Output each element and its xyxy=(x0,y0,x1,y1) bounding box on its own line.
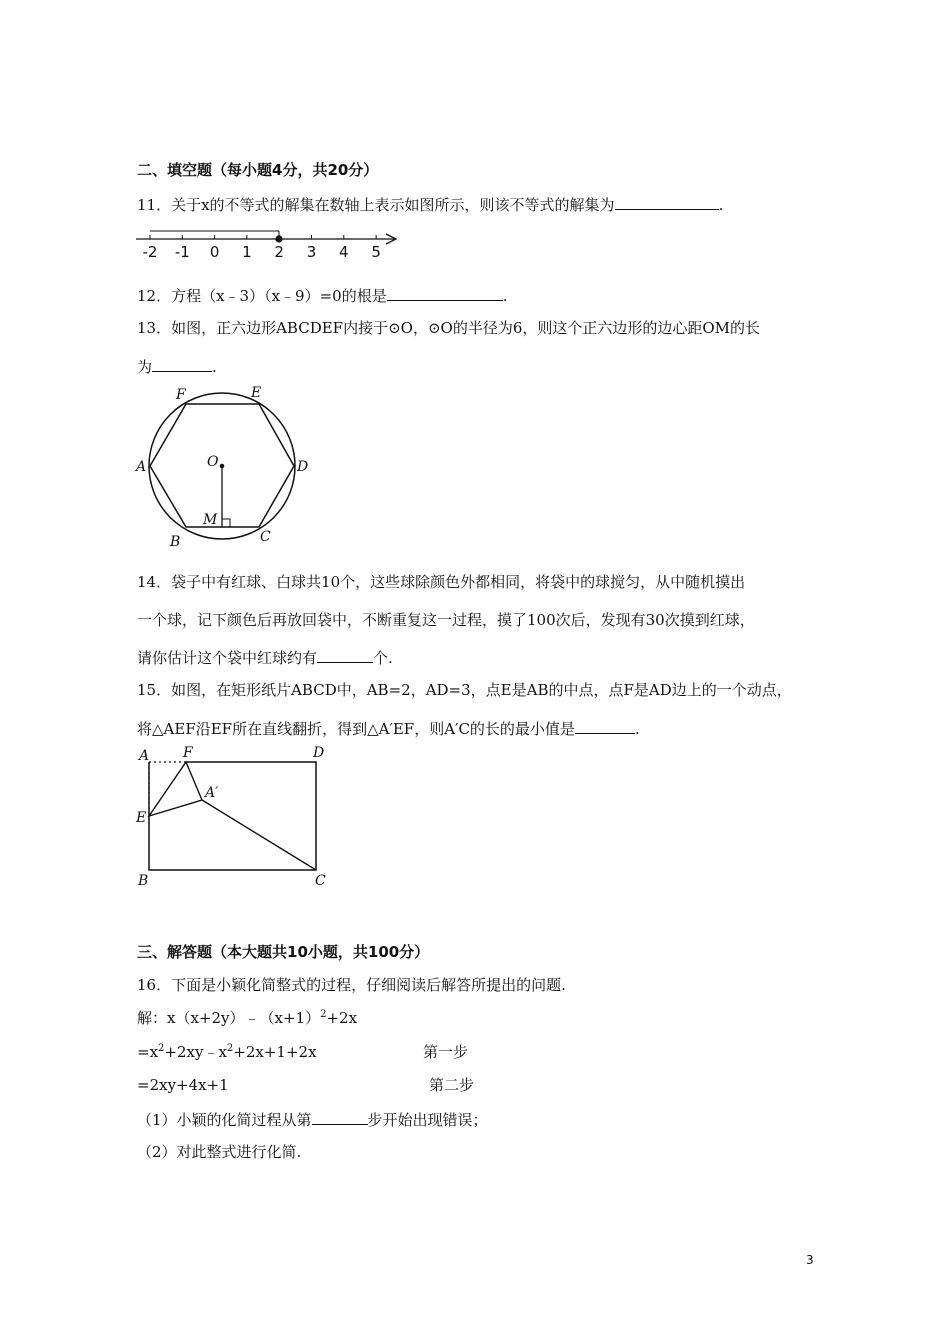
question-12-text: 12．方程（x﹣3）（x﹣9）=0的根是 xyxy=(137,287,387,305)
question-13-line-1: 13．如图，正六边形ABCDEF内接于⊙O，⊙O的半径为6，则这个正六边形的边心距OM的长 xyxy=(137,319,761,337)
step-1-part-a: =x xyxy=(137,1043,159,1061)
section-title-fill-in: 二、填空题（每小题4分，共20分） xyxy=(137,161,379,179)
question-16-part-2: （2）对此整式进行化简. xyxy=(137,1143,302,1161)
number-line-label: 0 xyxy=(209,243,220,261)
step-1-exponent-1: 2 xyxy=(158,1043,165,1054)
step-2-label: 第二步 xyxy=(429,1076,475,1094)
step-1-exponent-2: 2 xyxy=(226,1043,234,1054)
question-13-text: 为 xyxy=(137,358,153,376)
label-m: M xyxy=(203,512,218,528)
step-2-expression: =2xy+4x+1 xyxy=(137,1076,229,1094)
segment-a2c xyxy=(202,800,316,870)
question-15-text: 将△AEF沿EF所在直线翻折，得到△A′EF，则A′C的长的最小值是 xyxy=(137,720,575,738)
label-f: F xyxy=(176,387,186,403)
label-d: D xyxy=(313,745,325,761)
number-line-label: 5 xyxy=(371,243,381,261)
solution-text-b: +2x xyxy=(326,1009,358,1027)
label-a-prime: A′ xyxy=(205,785,219,801)
question-16-part-1 xyxy=(137,1109,488,1130)
label-a: A xyxy=(139,748,150,764)
label-e: E xyxy=(136,810,147,826)
number-line-label: 2 xyxy=(274,243,284,261)
question-12-end: . xyxy=(502,287,508,305)
solution-text-a: 解：x（x+2y）﹣（x+1） xyxy=(137,1009,321,1027)
label-e: E xyxy=(251,385,262,401)
question-15-line-1: 15．如图，在矩形纸片ABCD中，AB=2，AD=3，点E是AB的中点，点F是AD边上的一个动点， xyxy=(137,681,792,699)
question-14-line-1: 14．袋子中有红球、白球共10个，这些球除颜色外都相同，将袋中的球搅匀，从中随机摸出 xyxy=(137,573,746,591)
question-13-end: . xyxy=(212,358,217,376)
number-line-label: -2 xyxy=(142,243,158,261)
question-14-line-2: 一个球，记下颜色后再放回袋中，不断重复这一过程，摸了100次后，发现有30次摸到红球， xyxy=(137,611,755,629)
step-1-label: 第一步 xyxy=(423,1043,469,1061)
question-11-text: 11．关于x的不等式的解集在数轴上表示如图所示，则该不等式的解集为 xyxy=(137,196,615,214)
label-f: F xyxy=(183,745,193,761)
part-1-text: （1）小颖的化简过程从第 xyxy=(137,1111,312,1129)
question-11-end: . xyxy=(718,196,724,214)
label-c: C xyxy=(260,529,271,545)
number-line-label: 3 xyxy=(306,243,317,261)
number-line-label: -1 xyxy=(174,243,190,261)
label-b: B xyxy=(138,873,149,889)
part-1-end: 步开始出现错误； xyxy=(367,1111,488,1129)
triangle-a2ef xyxy=(149,762,202,816)
step-1-expression xyxy=(137,1042,317,1062)
number-line-label: 1 xyxy=(242,243,252,261)
label-o: O xyxy=(207,454,219,470)
question-16-solution xyxy=(137,1008,357,1028)
label-a: A xyxy=(136,459,147,475)
step-1-part-c: +2x+1+2x xyxy=(233,1043,317,1061)
label-b: B xyxy=(170,534,181,550)
label-c: C xyxy=(315,873,326,889)
number-line-label: 4 xyxy=(339,243,349,261)
label-d: D xyxy=(297,459,309,475)
question-16-line-1: 16．下面是小颖化简整式的过程，仔细阅读后解答所提出的问题. xyxy=(137,976,566,994)
solution-exponent: 2 xyxy=(320,1009,327,1020)
page-number: 3 xyxy=(806,1253,814,1267)
question-15-end: . xyxy=(634,720,640,738)
step-1-part-b: +2xy﹣x xyxy=(164,1043,227,1061)
question-14-text: 请你估计这个袋中红球约有 xyxy=(137,649,318,667)
section-title-solution: 三、解答题（本大题共10小题，共100分） xyxy=(137,943,430,961)
answer-blank-16[interactable] xyxy=(312,1109,368,1125)
question-14-end: 个. xyxy=(373,649,393,667)
